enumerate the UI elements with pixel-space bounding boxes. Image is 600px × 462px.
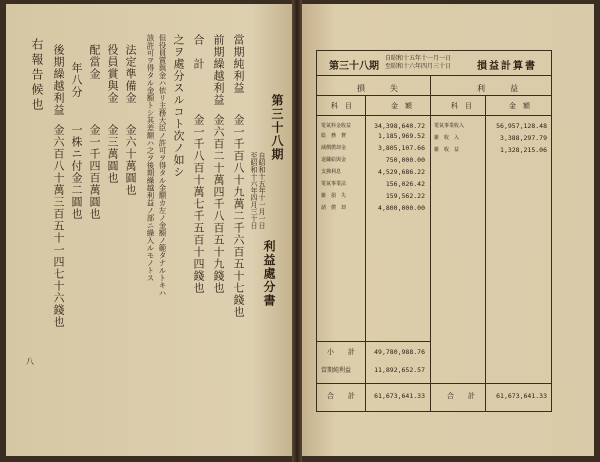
profit-amount-3: 1,328,215.06 — [500, 146, 547, 154]
net-profit-row-label: 當期純利益 — [321, 367, 352, 374]
legal-reserve-amount: 金六十萬圓也 — [124, 124, 137, 196]
dividend-rate-label: 年八分 — [70, 62, 83, 98]
profit-disposal-title: 利益處分書 — [262, 240, 276, 308]
net-profit-label: 當期純利益 — [232, 34, 245, 94]
closing-statement: 右報告候也 — [30, 38, 44, 113]
note-line-2: 該許可ヲ得タル金額トシ其差額ハ之ヲ後期繰越利益ノ部ニ繰入ルモノトス — [146, 34, 155, 282]
loss-subject-5: 支拂利息 — [321, 169, 342, 175]
profit-header: 利 益 — [477, 84, 521, 93]
next-carry-forward-label: 後期繰越利益 — [52, 44, 65, 116]
profit-amount-2: 3,388,297.79 — [500, 134, 547, 142]
carried-forward-amount: 金六百二十萬四千八百五十九錢也 — [212, 114, 225, 294]
book-gutter — [292, 0, 302, 462]
loss-amount-2: 1,185,969.52 — [378, 132, 425, 140]
loss-subject-3: 減價償却金 — [321, 145, 347, 151]
sum-label: 合 計 — [192, 34, 205, 70]
subtotal-amount: 49,780,988.76 — [374, 348, 425, 356]
rule-columns — [317, 115, 551, 116]
rule-subtotal — [317, 341, 430, 342]
statement-date-from: 自昭和十五年十一月一日 — [385, 55, 452, 62]
profit-subject-1: 電氣事業收入 — [434, 123, 465, 129]
loss-col-divider — [365, 95, 366, 411]
statement-title: 損益計算書 — [477, 61, 537, 72]
rule-section — [317, 95, 551, 96]
profit-subject-header: 科 目 — [451, 102, 472, 110]
disposal-date-from: 自昭和十五年十一月一日 — [258, 152, 266, 229]
disposal-date-to: 至昭和十六年四月三十日 — [250, 152, 258, 229]
next-carry-forward-amount: 金六百八十萬三百五十一四七十六錢也 — [52, 124, 65, 328]
note-line-1: 但役員賞與金ハ依リ主務大臣ノ許可ヲ得タル金額カ左ノ金額ノ範タナルトキハ — [158, 34, 167, 297]
loss-amount-5: 4,529,686.22 — [378, 168, 425, 176]
total-label-right: 合 計 — [447, 392, 475, 400]
dividend-per-share: 一株ニ付金二圓也 — [70, 124, 83, 220]
profit-disposal-period: 第三十八期 — [270, 94, 284, 162]
profit-subject-3: 雑 收 益 — [434, 147, 460, 153]
loss-amount-6: 156,026.42 — [385, 180, 425, 188]
statement-dates — [385, 55, 451, 71]
loss-subject-8: 諸 償 却 — [321, 205, 347, 211]
loss-subject-header: 科 目 — [331, 102, 352, 110]
profit-subject-2: 雑 收 入 — [434, 135, 460, 141]
loss-subject-6: 電氣事業法 — [321, 181, 347, 187]
carried-forward-label: 前期繰越利益 — [212, 34, 225, 106]
net-profit-row-amount: 11,892,652.57 — [374, 366, 425, 374]
statement-date-to: 至昭和十六年四月三十日 — [385, 63, 452, 70]
income-statement-table — [316, 50, 552, 412]
loss-subject-2: 総 務 費 — [321, 133, 347, 139]
officer-bonus-label: 役員賞與金 — [106, 44, 119, 104]
officer-bonus-amount: 金三萬圓也 — [106, 124, 119, 184]
loss-amount-7: 159,562.22 — [385, 192, 425, 200]
loss-subject-1: 電氣料金收益 — [321, 123, 352, 129]
loss-subject-4: 退職給與金 — [321, 157, 347, 163]
loss-amount-8: 4,800,000.00 — [378, 204, 425, 212]
dividend-label: 配當金 — [88, 44, 101, 80]
net-profit-amount: 金一千百八十九萬二千六百五十七錢也 — [232, 114, 245, 318]
loss-amount-1: 34,398,640.72 — [374, 122, 425, 130]
loss-header: 損 失 — [357, 84, 401, 93]
subtotal-label: 小 計 — [327, 348, 355, 356]
loss-amount-header: 金 額 — [391, 102, 412, 110]
rule-total — [317, 383, 551, 384]
profit-col-divider — [485, 95, 486, 411]
sum-amount: 金一千八百十萬七千五百十四錢也 — [192, 114, 205, 294]
total-amount-right: 61,673,641.33 — [496, 392, 547, 400]
loss-subject-7: 雑 損 失 — [321, 193, 347, 199]
total-label-left: 合 計 — [327, 392, 355, 400]
statement-period: 第三十八期 — [329, 61, 379, 72]
loss-amount-3: 3,805,107.66 — [378, 144, 425, 152]
profit-amount-header: 金 額 — [509, 102, 530, 110]
statement-header — [317, 51, 551, 76]
disposal-intro: 之ヲ處分スルコト次ノ如シ — [172, 34, 185, 178]
profit-amount-1: 56,957,128.48 — [496, 122, 547, 130]
page-number: 八 — [26, 357, 34, 366]
loss-amount-4: 750,000.00 — [385, 156, 425, 164]
dividend-amount: 金一千四百萬圓也 — [88, 124, 101, 220]
legal-reserve-label: 法定準備金 — [124, 44, 137, 104]
total-amount-left: 61,673,641.33 — [374, 392, 425, 400]
center-divider — [430, 75, 431, 411]
